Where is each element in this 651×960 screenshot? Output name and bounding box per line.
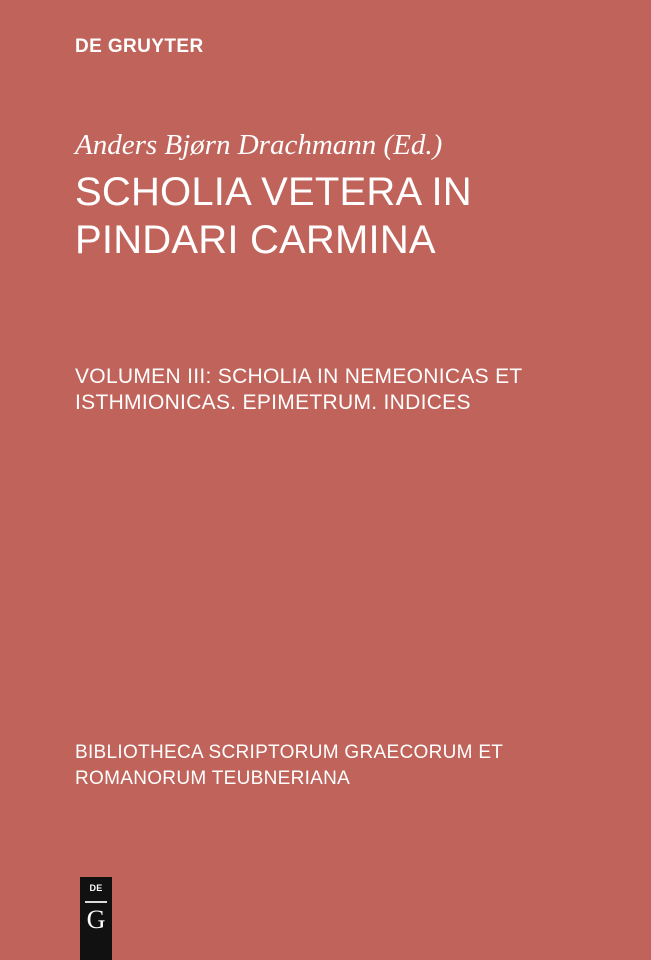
book-title-line-1: SCHOLIA VETERA IN: [75, 170, 472, 214]
logo-de-text: DE: [89, 883, 103, 893]
publisher-name: DE GRUYTER: [75, 36, 204, 57]
logo-g-letter: G: [86, 905, 106, 934]
book-title: [75, 168, 615, 264]
volume-title-line-1: VOLUMEN III: SCHOLIA IN NEMEONICAS ET: [75, 365, 523, 388]
de-gruyter-logo: [80, 877, 112, 960]
series-title-line-2: ROMANORUM TEUBNERIANA: [75, 768, 351, 789]
volume-title-line-2: ISTHMIONICAS. EPIMETRUM. INDICES: [75, 391, 471, 414]
volume-title: [75, 364, 615, 416]
editor-name: Anders Bjørn Drachmann (Ed.): [75, 129, 443, 161]
series-title: [75, 740, 615, 792]
book-title-line-2: PINDARI CARMINA: [75, 218, 436, 262]
logo-divider: [85, 901, 107, 903]
series-title-line-1: BIBLIOTHECA SCRIPTORUM GRAECORUM ET: [75, 742, 504, 763]
